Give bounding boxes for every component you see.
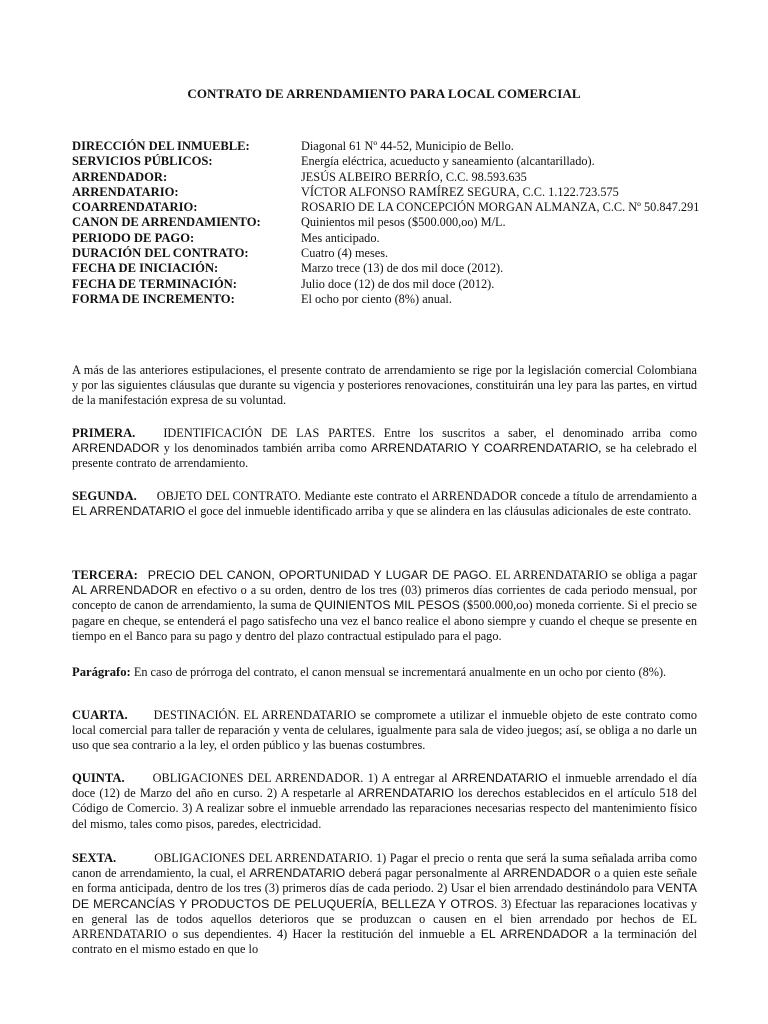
field-value: VÍCTOR ALFONSO RAMÍREZ SEGURA, C.C. 1.122.723.575 [301,184,619,199]
field-row [72,185,700,200]
field-row [72,139,700,154]
clause-emphasis: PRECIO DEL CANON, OPORTUNIDAD Y LUGAR DE PAGO. [147,568,492,582]
field-row [72,277,700,292]
field-label: FECHA DE TERMINACIÓN: [72,276,237,291]
clause-text: DESTINACIÓN. EL ARRENDATARIO se compromete a utilizar el inmueble objeto de este contrato como local comercial para taller de reparación y venta de celulares, igualmente para sala de video juegos; así, se obliga a no darle un uso que sea contrario a la ley, el orden público y las buenas costumbres. [72,708,697,753]
document-title: CONTRATO DE ARRENDAMIENTO PARA LOCAL COMERCIAL [187,86,581,101]
field-row [72,200,700,215]
field-label: PERIODO DE PAGO: [72,230,195,245]
clause-emphasis: ARRENDATARIO [249,866,346,881]
field-value: Quinientos mil pesos ($500.000,oo) M/L. [301,215,506,230]
field-value: Cuatro (4) meses. [301,246,389,261]
clause-sexta [72,851,697,957]
clause-text: el inmueble arrendado el día doce (12) de Marzo del año en curso. 2) A respetarle al [72,771,697,801]
clause-heading: TERCERA: [72,568,138,582]
clause-paragrafo [72,665,697,680]
field-row [72,154,700,169]
clause-emphasis: QUINIENTOS MIL PESOS [314,598,460,613]
field-row [72,170,700,185]
clause-emphasis: VENTA DE MERCANCÍAS Y PRODUCTOS DE PELUQUERÍA, BELLEZA Y OTROS [72,881,697,911]
field-row [72,246,700,261]
field-value: Mes anticipado. [301,230,380,245]
clause-emphasis: ARRENDADOR [503,866,591,881]
field-row [72,292,700,307]
field-label: COARRENDATARIO: [72,200,198,215]
clause-text: IDENTIFICACIÓN DE LAS PARTES. Entre los suscritos a saber, el denominado arriba como [163,426,697,440]
clause-heading: SEGUNDA. [72,489,137,503]
clause-emphasis: EL ARRENDATARIO [72,504,186,519]
field-value: JESÚS ALBEIRO BERRÍO, C.C. 98.593.635 [301,169,527,184]
intro-paragraph: A más de las anteriores estipulaciones, el presente contrato de arrendamiento se rige por la legislación comercial Colombiana y por las siguientes cláusulas que durante su vigencia y posteriores renovaciones, constituirán una ley para las partes, en virtud de la manifestación expresa de su voluntad. [72,363,697,408]
field-label: ARRENDATARIO: [72,184,179,199]
clause-quinta [72,771,697,832]
clause-emphasis: ARRENDATARIO [451,771,548,785]
clause-text: , se ha celebrado el presente contrato de arrendamiento. [72,441,697,471]
contract-fields [72,139,700,307]
clause-text: a la terminación del contrato en el mismo estado en que lo [72,927,697,957]
clause-text: los derechos establecidos en el artículo 518 del Código de Comercio. 3) A realizar sobre el inmueble arrendado las reparaciones necesarias respecto del mantenimiento físico del mismo, tales como pisos, paredes, electricidad. [72,786,697,831]
field-row [72,215,700,230]
field-value: El ocho por ciento (8%) anual. [301,291,452,306]
clause-emphasis: EL ARRENDADOR [480,927,588,942]
clause-text: EL ARRENDATARIO se obliga a pagar [491,568,697,582]
clause-text: deberá pagar personalmente al [345,866,504,881]
field-value: Energía eléctrica, acueducto y saneamiento (alcantarillado). [301,154,595,169]
clause-text: OBJETO DEL CONTRATO. Mediante este contrato el ARRENDADOR concede a título de arrendamiento a [156,489,697,503]
clause-cuarta [72,708,697,754]
field-value: ROSARIO DE LA CONCEPCIÓN MORGAN ALMANZA, C.C. Nº 50.847.291 [301,200,700,215]
field-row [72,231,700,246]
clause-text: en efectivo o a su orden, dentro de los tres (03) primeros días corrientes de cada periodo mensual, por concepto de canon de arrendamiento, la suma de [72,583,697,613]
field-label: FECHA DE INICIACIÓN: [72,261,219,276]
clause-emphasis: ARRENDATARIO [358,786,454,801]
clause-segunda [72,489,697,519]
clause-heading: SEXTA. [72,851,117,865]
clause-text: . 3) Efectuar las reparaciones locativas y en general las de todos aquellos deterioros que se produzcan o causen en el bien arrendado por hechos de EL ARRENDATARIO o sus dependientes. 4) Hacer la restitución del inmueble a [72,896,698,942]
field-row [72,261,700,276]
clause-emphasis: AL ARRENDADOR [72,583,178,598]
field-value: Julio doce (12) de dos mil doce (2012). [301,276,495,291]
field-label: DIRECCIÓN DEL INMUEBLE: [72,139,250,153]
clause-heading: QUINTA. [72,771,125,785]
field-label: FORMA DE INCREMENTO: [72,291,235,306]
clause-text: ($500.000,oo) moneda corriente. Si el precio se pagare en cheque, se entenderá el pago satisfecho una vez el banco realice el abono siempre y cuando el cheque se presente en tiempo en el Banco para su pago y dentro del plazo contractual estipulado para el pago. [72,598,697,643]
clause-text: y los denominados también arriba como [159,441,372,456]
field-value: Marzo trece (13) de dos mil doce (2012). [301,261,504,276]
clause-text: En caso de prórroga del contrato, el canon mensual se incrementará anualmente en un ocho por ciento (8%). [130,665,667,679]
field-label: SERVICIOS PÚBLICOS: [72,154,213,169]
field-value: Diagonal 61 Nº 44-52, Municipio de Bello. [301,139,514,153]
clause-text: OBLIGACIONES DEL ARRENDATARIO. 1) Pagar el precio o renta que será la suma señalada arriba como canon de arrendamiento, la cual, el [72,851,697,881]
clause-primera [72,426,697,472]
clause-text: o a quien este señale en forma anticipada, dentro de los tres (3) primeros días de cada periodo. 2) Usar el bien arrendado destinándolo para [72,866,698,896]
field-label: ARRENDADOR: [72,169,168,184]
clause-heading: CUARTA. [72,708,128,722]
clause-heading: PRIMERA. [72,426,136,440]
clause-text: el goce del inmueble identificado arriba y que se alindera en las cláusulas adicionales de este contrato. [185,504,692,519]
field-label: DURACIÓN DEL CONTRATO: [72,246,249,261]
field-label: CANON DE ARRENDAMIENTO: [72,215,261,230]
clause-tercera [72,568,697,644]
clause-emphasis: ARRENDATARIO Y COARRENDATARIO [371,441,599,456]
clause-heading: Parágrafo: [72,665,131,679]
clause-text: OBLIGACIONES DEL ARRENDADOR. 1) A entregar al [152,771,452,785]
clause-emphasis: ARRENDADOR [72,441,160,456]
